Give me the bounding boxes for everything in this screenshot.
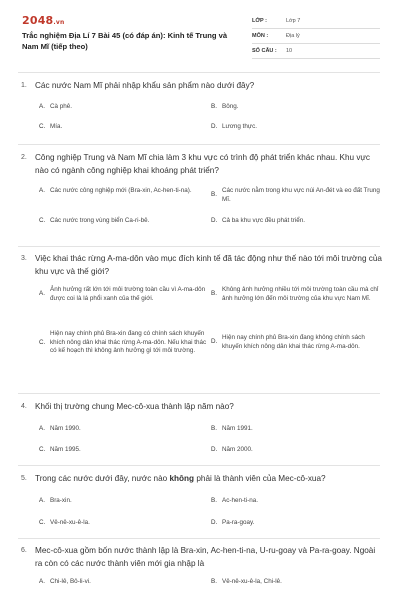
option-letter: C. <box>39 445 46 453</box>
meta-row-class <box>252 14 380 29</box>
option-letter: A. <box>39 578 45 585</box>
option-b[interactable] <box>211 187 383 204</box>
options <box>35 570 382 592</box>
options <box>35 93 382 135</box>
meta-value: 10 <box>286 48 293 54</box>
option-text: Lương thực. <box>222 122 257 130</box>
divider <box>18 72 380 73</box>
divider <box>18 144 380 145</box>
option-letter: B. <box>211 424 217 432</box>
option-d[interactable] <box>211 123 383 132</box>
option-text: Năm 2000. <box>222 445 253 453</box>
question-text-emphasis: không <box>169 474 195 483</box>
option-text: Các nước trong vùng biển Ca-ri-bê. <box>50 217 150 224</box>
question-stem <box>18 152 382 177</box>
option-text: Ac-hen-ti-na. <box>222 496 259 504</box>
option-text: Các nước công nghiệp mới (Bra-xin, Ac-hen-ti-na). <box>50 187 192 194</box>
option-b[interactable] <box>211 286 383 303</box>
option-text: Bông. <box>222 102 239 110</box>
options <box>35 486 382 536</box>
options <box>35 177 382 235</box>
divider <box>18 246 380 247</box>
question-stem <box>18 473 382 486</box>
divider <box>18 393 380 394</box>
question-text: Khối thị trường chung Mec-cô-xua thành lập năm nào? <box>35 402 234 411</box>
option-text: Năm 1990. <box>50 424 81 432</box>
option-c[interactable] <box>39 446 207 455</box>
site-logo[interactable] <box>22 14 64 27</box>
meta-label: MÔN : <box>252 33 269 39</box>
option-b[interactable] <box>211 103 383 112</box>
option-d[interactable] <box>211 519 383 528</box>
question-number: 1. <box>21 82 27 89</box>
option-letter: A. <box>39 424 45 432</box>
option-c[interactable] <box>39 519 207 528</box>
question-text: Các nước Nam Mĩ phải nhập khẩu sản phẩm nào dưới đây? <box>35 81 255 90</box>
question-number: 6. <box>21 547 27 554</box>
option-letter: B. <box>211 578 217 585</box>
option-text: Chi-lê, Bô-li-vi. <box>50 578 91 585</box>
option-a[interactable] <box>39 425 207 434</box>
divider <box>18 465 380 466</box>
option-text: Pa-ra-goay. <box>222 518 255 526</box>
question-2 <box>18 152 382 235</box>
option-letter: B. <box>211 191 217 199</box>
question-1 <box>18 80 382 135</box>
option-b[interactable] <box>211 578 383 587</box>
option-letter: D. <box>211 518 218 526</box>
question-stem <box>18 253 382 278</box>
option-letter: D. <box>211 445 218 453</box>
question-5 <box>18 473 382 536</box>
option-d[interactable] <box>211 217 383 226</box>
question-text: Công nghiệp Trung và Nam Mĩ chia làm 3 khu vực có trình độ phát triển khác nhau. Khu vực nào có ngành công nghiệp khai khoáng phát triển? <box>35 153 370 175</box>
option-text: Không ảnh hưởng nhiều tới môi trường toàn cầu mà chỉ ảnh hưởng lớn đến môi trường của khu vực Nam Mĩ. <box>222 286 379 302</box>
meta-row-count <box>252 44 380 59</box>
logo-text: 2048 <box>22 14 54 27</box>
option-b[interactable] <box>211 497 383 506</box>
option-text: Các nước nằm trong khu vực núi An-đét và eo đất Trung Mĩ. <box>222 187 380 203</box>
options <box>35 414 382 464</box>
meta-label: LỚP : <box>252 18 267 24</box>
option-a[interactable] <box>39 187 207 196</box>
option-letter: A. <box>39 496 45 504</box>
question-text-part: Trong các nước dưới đây, nước nào <box>35 474 170 483</box>
divider <box>18 538 380 539</box>
option-text: Cả ba khu vực đều phát triển. <box>222 217 305 224</box>
question-stem <box>18 401 382 414</box>
option-text: Năm 1995. <box>50 445 81 453</box>
option-c[interactable] <box>39 330 207 356</box>
question-text-part: phải là thành viên của Mec-cô-xua? <box>194 474 326 483</box>
option-letter: A. <box>39 290 45 298</box>
option-text: Ảnh hưởng rất lớn tới môi trường toàn cầu vì A-ma-dôn được coi là lá phổi xanh của thế giới. <box>50 286 206 302</box>
option-a[interactable] <box>39 578 207 587</box>
meta-table <box>252 14 380 59</box>
question-number: 2. <box>21 154 27 161</box>
option-letter: C. <box>39 217 46 224</box>
option-c[interactable] <box>39 123 207 132</box>
option-text: Mía. <box>50 122 63 130</box>
meta-label: SỐ CÂU : <box>252 48 277 54</box>
option-text: Hiện nay chính phủ Bra-xin đang không chính sách khuyến khích nông dân khai thác rừng A-ma-dôn. <box>222 334 365 350</box>
meta-row-subject <box>252 29 380 44</box>
option-text: Vê-nê-xu-ê-la, Chi-lê. <box>222 578 282 585</box>
question-stem <box>18 80 382 93</box>
option-letter: D. <box>211 217 218 224</box>
option-letter: A. <box>39 187 45 194</box>
document-title: Trắc nghiệm Địa Lí 7 Bài 45 (có đáp án): Kinh tế Trung và Nam Mĩ (tiếp theo) <box>22 31 228 51</box>
option-letter: B. <box>211 290 217 298</box>
option-text: Vê-nê-xu-ê-la. <box>50 518 90 526</box>
option-letter: D. <box>211 338 218 346</box>
option-a[interactable] <box>39 497 207 506</box>
option-d[interactable] <box>211 334 383 351</box>
option-letter: D. <box>211 122 218 130</box>
option-c[interactable] <box>39 217 207 226</box>
meta-value: Địa lý <box>286 33 300 39</box>
question-text <box>35 473 382 486</box>
option-a[interactable] <box>39 286 207 303</box>
question-number: 4. <box>21 403 27 410</box>
option-a[interactable] <box>39 103 207 112</box>
option-letter: B. <box>211 496 217 504</box>
question-3 <box>18 253 382 386</box>
document-header <box>0 0 400 70</box>
option-text: Bra-xin. <box>50 496 72 504</box>
question-text: Việc khai thác rừng A-ma-dôn vào mục đích kinh tế đã tác động như thế nào tới môi trường của khu vực và thế giới? <box>35 254 382 276</box>
option-text: Hiện nay chính phủ Bra-xin đang có chính sách khuyến khích nông dân khai thác rừng A-ma-dôn. Nếu khai thác có kế hoạch thì không ảnh hưởng gì tới môi trường. <box>50 330 207 355</box>
question-text: Mec-cô-xua gồm bốn nước thành lập là Bra-xin, Ac-hen-ti-na, U-ru-goay và Pa-ra-goay. Ngoài ra còn có các nước thành viên mới gia nhập là <box>35 546 376 568</box>
option-letter: C. <box>39 338 46 346</box>
question-number: 3. <box>21 255 27 262</box>
option-text: Năm 1991. <box>222 424 253 432</box>
options <box>35 278 382 386</box>
question-6 <box>18 545 382 592</box>
question-stem <box>18 545 382 570</box>
question-4 <box>18 401 382 464</box>
option-d[interactable] <box>211 446 383 455</box>
option-letter: C. <box>39 518 46 526</box>
meta-value: Lớp 7 <box>286 18 301 24</box>
option-letter: C. <box>39 122 46 130</box>
option-text: Cà phê. <box>50 102 73 110</box>
option-letter: B. <box>211 102 217 110</box>
logo-suffix: .vn <box>53 19 65 26</box>
question-number: 5. <box>21 475 27 482</box>
option-letter: A. <box>39 102 45 110</box>
option-b[interactable] <box>211 425 383 434</box>
